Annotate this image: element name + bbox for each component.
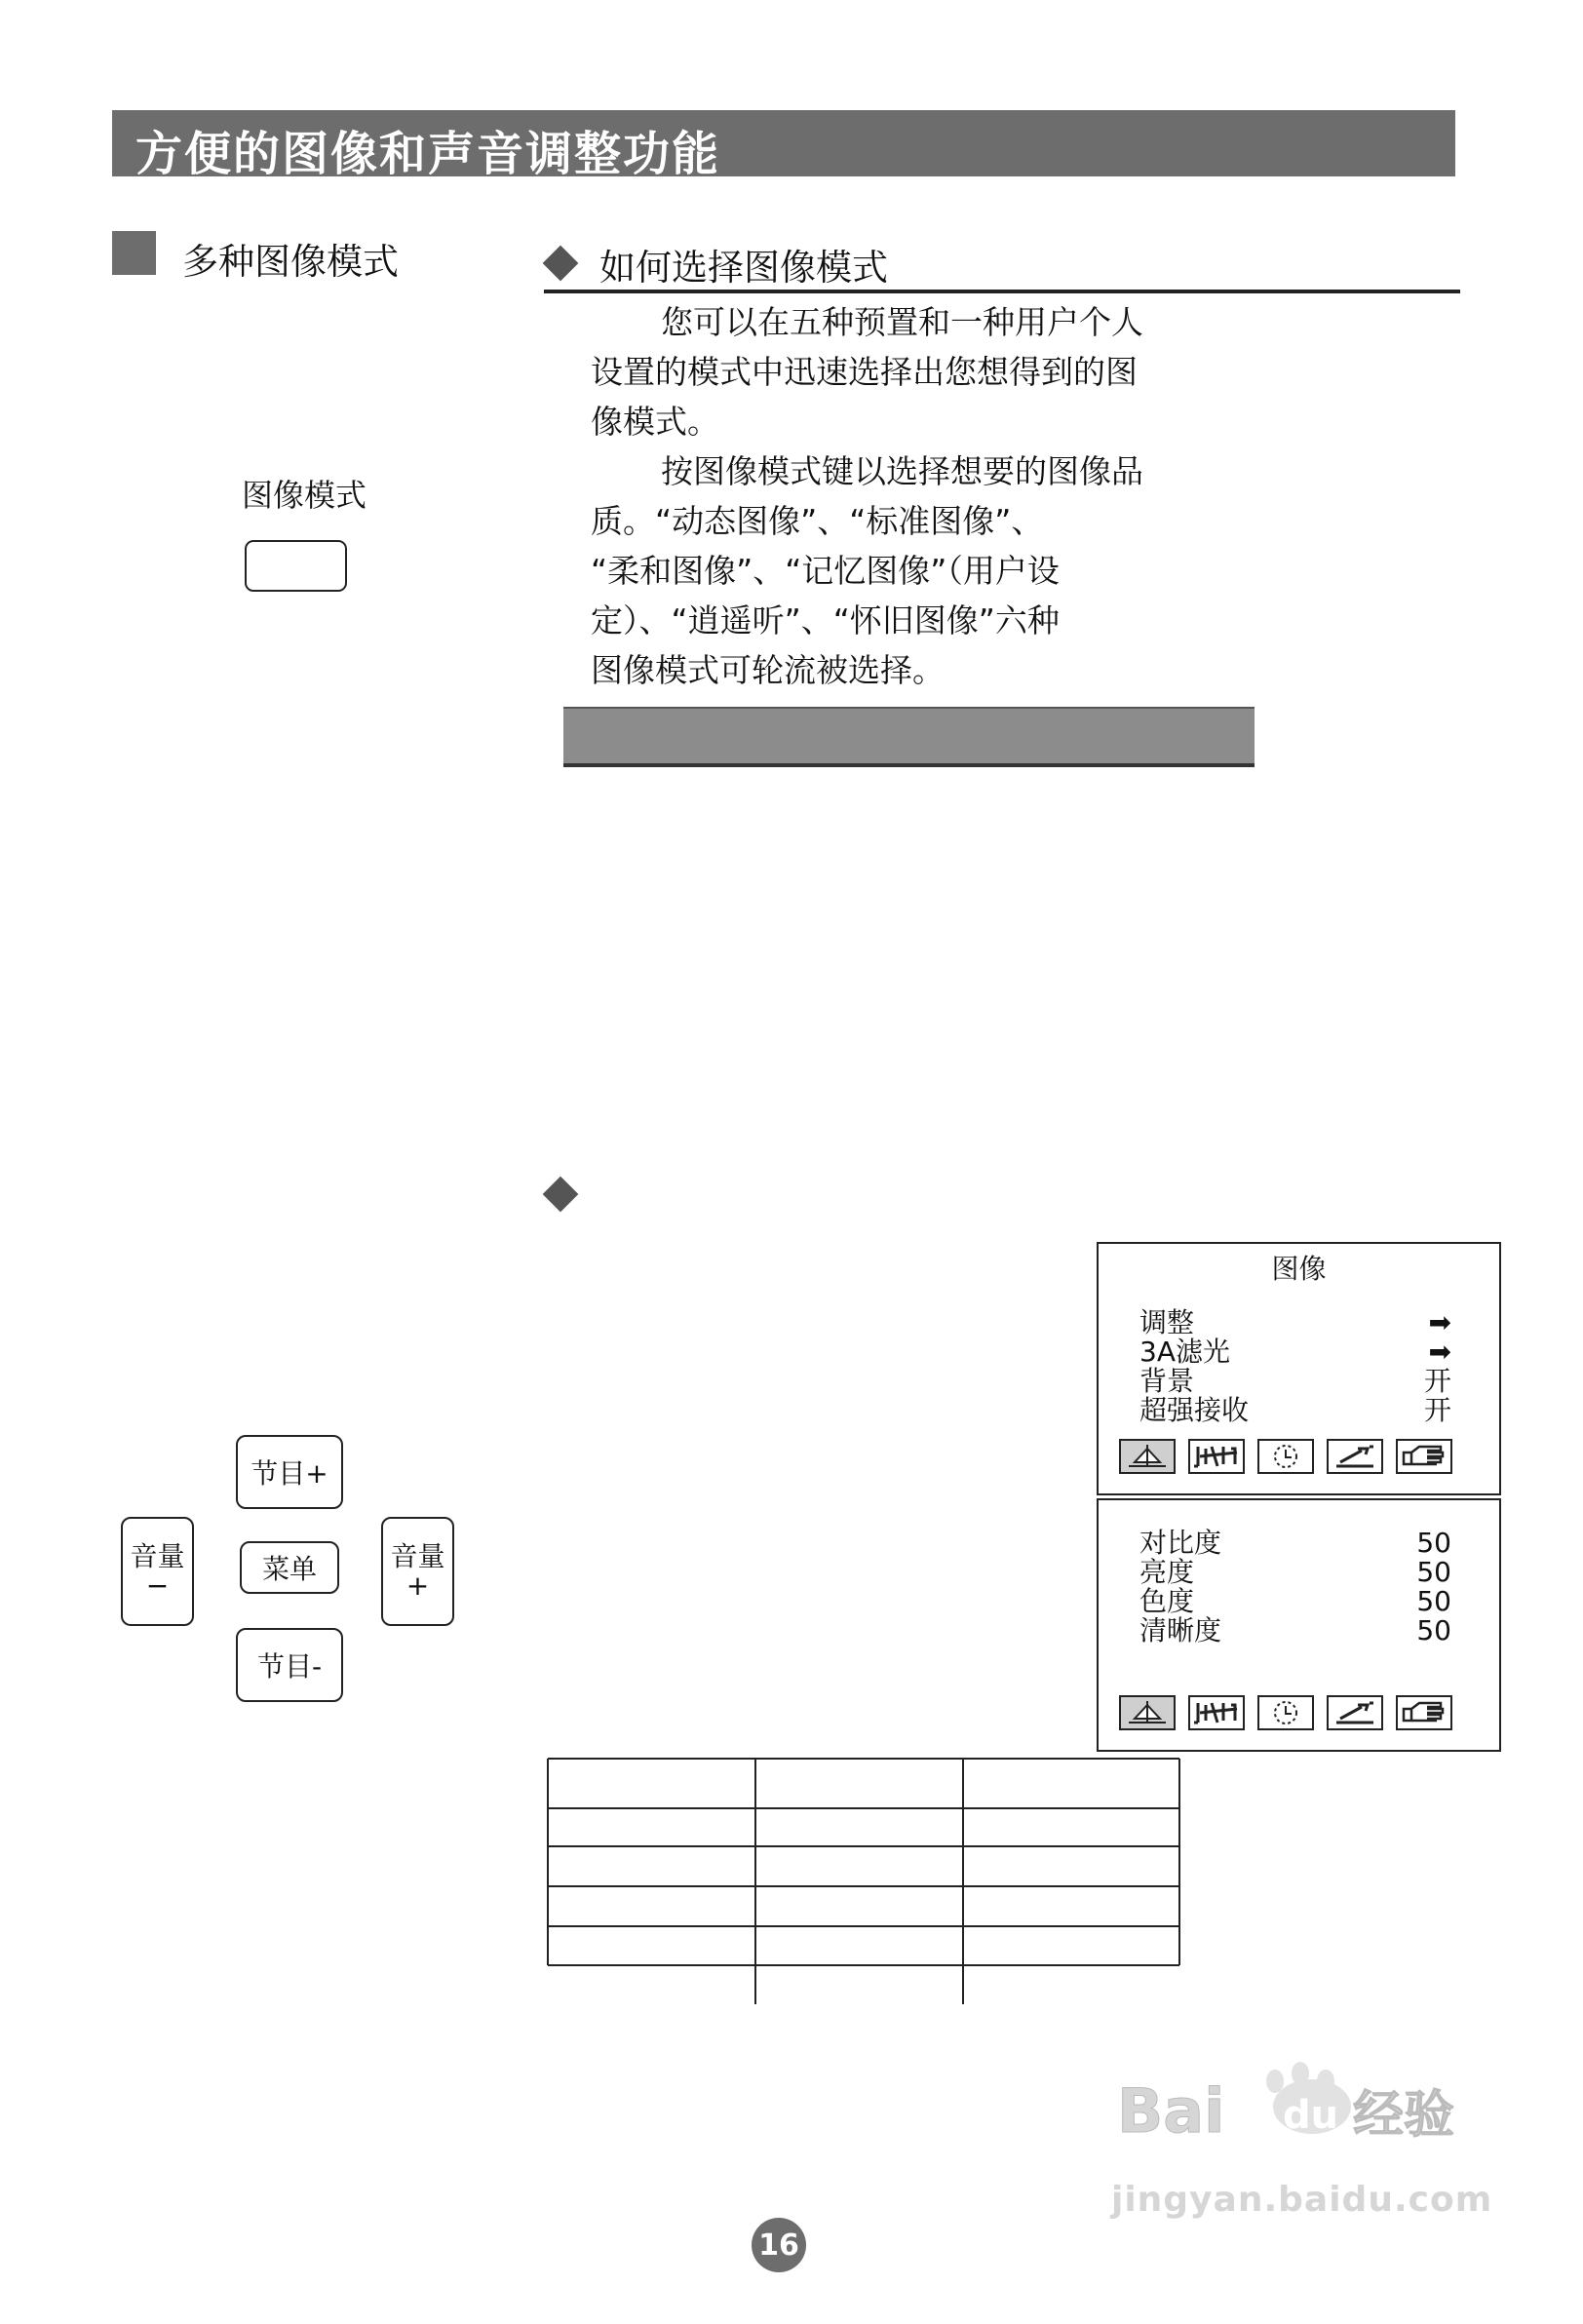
osd-item-value: 开 [1423, 1394, 1451, 1426]
hand-icon[interactable] [1396, 1439, 1452, 1474]
page-number: 16 [752, 2218, 806, 2272]
diamond-bullet-icon [543, 246, 579, 282]
program-down-key[interactable]: 节目- [236, 1628, 343, 1702]
osd-item-label: 调整 [1139, 1306, 1195, 1338]
diamond-bullet-icon [543, 1177, 579, 1213]
osd-item-value: 开 [1423, 1365, 1451, 1397]
clock-icon[interactable] [1257, 1695, 1314, 1730]
osd-menu-item[interactable] [1139, 1367, 1451, 1396]
heading-rule [544, 290, 1460, 293]
osd-icon-bar [1119, 1439, 1480, 1474]
paragraph-line: 您可以在五种预置和一种用户个人 [661, 303, 1143, 341]
paragraph-line: 像模式。 [591, 403, 719, 441]
blank-table [546, 1757, 1181, 2004]
picture-icon[interactable] [1119, 1439, 1176, 1474]
osd-picture-menu [1097, 1242, 1501, 1495]
osd-item-label: 清晰度 [1139, 1614, 1222, 1646]
osd-item-label: 超强接收 [1139, 1394, 1250, 1426]
section-marker-square [112, 231, 156, 275]
osd-title: 图像 [1271, 1253, 1327, 1285]
howto-heading: 如何选择图像模式 [599, 247, 888, 289]
baidu-watermark-logo [1117, 2062, 1468, 2140]
osd-menu-item[interactable] [1139, 1616, 1451, 1646]
title-bar [112, 110, 1455, 181]
osd-adjust-menu [1097, 1498, 1501, 1752]
osd-menu-item[interactable] [1139, 1587, 1451, 1616]
page-title: 方便的图像和声音调整功能 [135, 127, 721, 181]
osd-icon-bar [1119, 1695, 1480, 1730]
osd-menu-item[interactable] [1139, 1529, 1451, 1558]
svg-text:经验: 经验 [1353, 2086, 1455, 2140]
osd-menu-item[interactable] [1139, 1308, 1451, 1337]
volume-down-label: 音量 [130, 1540, 185, 1572]
paragraph-line: 设置的模式中迅速选择出您想得到的图 [591, 353, 1138, 391]
osd-item-value: 50 [1416, 1556, 1451, 1588]
osd-menu-item[interactable] [1139, 1558, 1451, 1587]
svg-text:Bai: Bai [1117, 2075, 1225, 2140]
clock-icon[interactable] [1257, 1439, 1314, 1474]
paragraph-line: 图像模式可轮流被选择。 [591, 651, 945, 689]
osd-item-label: 亮度 [1139, 1556, 1195, 1588]
sound-icon[interactable] [1188, 1439, 1245, 1474]
gray-band [563, 707, 1255, 767]
paragraph-line: 质。“动态图像”、“标准图像”、 [591, 502, 1044, 540]
picture-mode-label: 图像模式 [242, 477, 367, 514]
osd-menu-item[interactable] [1139, 1396, 1451, 1425]
paragraph-line: 定）、“逍遥听”、“怀旧图像”六种 [591, 601, 1060, 639]
function-icon[interactable] [1327, 1695, 1383, 1730]
osd-item-value: 50 [1416, 1527, 1451, 1559]
osd-item-label: 对比度 [1139, 1527, 1222, 1559]
section-heading: 多种图像模式 [182, 241, 399, 283]
svg-text:du: du [1283, 2093, 1339, 2138]
volume-down-key[interactable] [121, 1517, 194, 1626]
osd-item-label: 背景 [1139, 1365, 1195, 1397]
volume-up-sign: + [405, 1569, 430, 1602]
osd-item-value: 50 [1416, 1614, 1451, 1646]
body-text [591, 297, 1195, 695]
volume-up-label: 音量 [390, 1540, 445, 1572]
program-up-key[interactable]: 节目+ [236, 1435, 343, 1509]
osd-item-label: 3A滤光 [1139, 1336, 1230, 1368]
sound-icon[interactable] [1188, 1695, 1245, 1730]
hand-icon[interactable] [1396, 1695, 1452, 1730]
watermark-url: jingyan.baidu.com [1111, 2180, 1493, 2220]
paragraph-line: “柔和图像”、“记忆图像”（用户设 [591, 552, 1060, 590]
picture-icon[interactable] [1119, 1695, 1176, 1730]
menu-key[interactable]: 菜单 [240, 1541, 339, 1594]
function-icon[interactable] [1327, 1439, 1383, 1474]
osd-menu-item[interactable] [1139, 1337, 1451, 1367]
osd-item-value: 50 [1416, 1585, 1451, 1617]
arrow-right-icon: ➡ [1428, 1306, 1451, 1338]
volume-down-sign: − [145, 1569, 170, 1602]
osd-item-label: 色度 [1139, 1585, 1195, 1617]
picture-mode-key[interactable] [245, 540, 347, 592]
paragraph-line: 按图像模式键以选择想要的图像品 [661, 452, 1143, 490]
arrow-right-icon: ➡ [1428, 1336, 1451, 1368]
volume-up-key[interactable] [381, 1517, 454, 1626]
